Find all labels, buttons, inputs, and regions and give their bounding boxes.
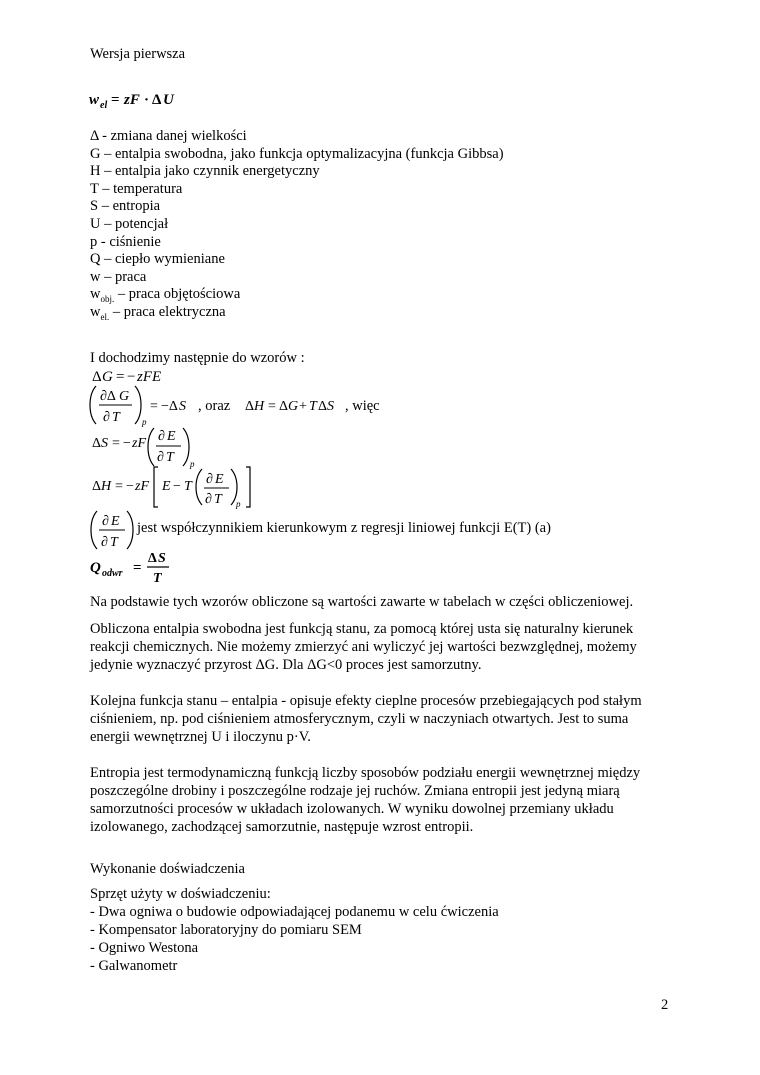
svg-text:zFE: zFE bbox=[137, 369, 162, 385]
equation-connector-wiec: , więc bbox=[345, 398, 380, 414]
svg-text:Δ: Δ bbox=[245, 399, 255, 414]
svg-text:∂: ∂ bbox=[103, 410, 110, 425]
svg-text:∂: ∂ bbox=[157, 450, 164, 465]
svg-text:p: p bbox=[236, 499, 241, 509]
version-heading: Wersja pierwsza bbox=[90, 46, 186, 62]
svg-text:w: w bbox=[89, 92, 100, 108]
definition-item: Q – ciepło wymieniane bbox=[90, 251, 225, 268]
equation-connector-oraz: , oraz bbox=[198, 398, 231, 414]
svg-text:Δ: Δ bbox=[148, 551, 157, 566]
svg-text:H: H bbox=[254, 399, 265, 414]
svg-text:∂: ∂ bbox=[102, 514, 109, 529]
main-formula-graphic bbox=[88, 89, 208, 111]
svg-text:T: T bbox=[214, 492, 222, 507]
svg-text:=: = bbox=[112, 436, 120, 451]
definition-item-wobj: $w_{obj.}$ – praca objętościowa bbox=[90, 286, 241, 305]
svg-text:∂: ∂ bbox=[101, 535, 108, 550]
svg-text:T: T bbox=[112, 410, 120, 425]
svg-text:=: = bbox=[111, 92, 120, 108]
regression-note: jest współczynnikiem kierunkowym z regresji liniowej funkcji E(T) (a) bbox=[137, 520, 551, 536]
svg-text:=: = bbox=[150, 399, 158, 414]
section-heading: Wykonanie doświadczenia bbox=[90, 861, 245, 877]
svg-text:∂: ∂ bbox=[206, 472, 213, 487]
equation-enthalpy bbox=[243, 395, 347, 420]
svg-text:T: T bbox=[309, 399, 317, 414]
equation-dg-dt-graphic bbox=[88, 383, 200, 427]
derivation-intro: I dochodzimy następnie do wzorów : bbox=[90, 350, 305, 366]
equipment-item: - Kompensator laboratoryjny do pomiaru SEM bbox=[90, 922, 362, 938]
svg-text:el: el bbox=[100, 100, 108, 111]
svg-text:=: = bbox=[115, 479, 123, 494]
svg-text:T: T bbox=[110, 535, 118, 550]
svg-text:Δ: Δ bbox=[152, 92, 162, 108]
paragraph-enthalpy bbox=[90, 692, 675, 746]
equipment-item: - Dwa ogniwa o budowie odpowiadającej podanemu w celu ćwiczenia bbox=[90, 904, 499, 920]
svg-text:=: = bbox=[133, 560, 142, 576]
svg-text:=: = bbox=[116, 369, 125, 385]
svg-text:Δ: Δ bbox=[279, 399, 289, 414]
svg-text:p: p bbox=[142, 417, 147, 427]
svg-text:p: p bbox=[190, 459, 195, 469]
svg-text:G: G bbox=[119, 389, 130, 404]
definition-item-wel: $w_{el.}$ – praca elektryczna bbox=[90, 303, 226, 322]
svg-text:∂Δ: ∂Δ bbox=[100, 389, 116, 404]
definition-item: S – entropia bbox=[90, 198, 161, 215]
svg-text:E: E bbox=[162, 479, 171, 494]
svg-text:∂: ∂ bbox=[158, 429, 165, 444]
svg-text:−: − bbox=[127, 369, 136, 385]
paragraph-line: samorzutności procesów w układach izolowanych. W wyniku dowolnej przemiany układu bbox=[90, 801, 614, 817]
equation-heat bbox=[89, 548, 179, 593]
svg-text:S: S bbox=[327, 399, 334, 414]
svg-text:+: + bbox=[299, 399, 307, 414]
svg-text:S: S bbox=[101, 436, 108, 451]
svg-text:T: T bbox=[166, 450, 174, 465]
svg-text:=: = bbox=[268, 399, 276, 414]
svg-text:zF: zF bbox=[132, 436, 146, 451]
paragraph-line: ciśnieniem, np. pod ciśnieniem atmosferycznym, czyli w naczyniach otwartych. Jest to suma bbox=[90, 711, 629, 727]
definition-item: w – praca bbox=[90, 268, 147, 285]
equation-de-dt-graphic bbox=[88, 508, 138, 552]
equipment-item: - Ogniwo Westona bbox=[90, 940, 199, 956]
definition-item: T – temperatura bbox=[90, 180, 183, 197]
paragraph-line: reakcji chemicznych. Nie możemy zmierzyć ani wyliczyć jej wartości bezwzględnej, możemy bbox=[90, 639, 637, 655]
definition-item: G – entalpia swobodna, jako funkcja optymalizacyjna (funkcja Gibbsa) bbox=[90, 145, 504, 162]
svg-text:G: G bbox=[288, 399, 299, 414]
svg-text:T: T bbox=[153, 571, 162, 586]
svg-text:T: T bbox=[184, 479, 192, 494]
equation-enthalpy-graphic bbox=[243, 395, 347, 415]
paragraph-line: jedynie wyznaczyć przyrost ΔG. Dla ΔG<0 proces jest samorzutny. bbox=[90, 657, 482, 673]
svg-text:−: − bbox=[126, 479, 134, 494]
svg-text:∂: ∂ bbox=[205, 492, 212, 507]
paragraph-line: Obliczona entalpia swobodna jest funkcją stanu, za pomocą której usta się naturalny kierunek bbox=[90, 621, 634, 637]
main-formula bbox=[88, 89, 208, 116]
svg-text:−: − bbox=[173, 479, 181, 494]
svg-text:Q: Q bbox=[90, 560, 101, 576]
svg-text:Δ: Δ bbox=[92, 369, 102, 385]
svg-text:S: S bbox=[158, 551, 166, 566]
definitions-list bbox=[90, 128, 504, 322]
equipment-intro: Sprzęt użyty w doświadczeniu: bbox=[90, 886, 271, 902]
svg-text:zF: zF bbox=[124, 92, 140, 108]
svg-text:odwr: odwr bbox=[102, 568, 123, 579]
svg-text:−: − bbox=[123, 436, 131, 451]
equation-heat-graphic bbox=[89, 548, 179, 588]
definition-item: H – entalpia jako czynnik energetyczny bbox=[90, 163, 320, 180]
svg-text:E: E bbox=[111, 514, 120, 529]
equipment-list bbox=[90, 885, 499, 975]
definition-item: p - ciśnienie bbox=[90, 233, 161, 250]
definition-item: Δ - zmiana danej wielkości bbox=[90, 128, 247, 144]
svg-text:S: S bbox=[179, 399, 186, 414]
svg-text:H: H bbox=[101, 479, 112, 494]
svg-text:U: U bbox=[163, 92, 174, 108]
svg-text:−Δ: −Δ bbox=[161, 399, 178, 414]
svg-text:·: · bbox=[144, 92, 150, 108]
equipment-item: - Galwanometr bbox=[90, 958, 178, 974]
paragraph-entropy bbox=[90, 764, 675, 836]
svg-text:Δ: Δ bbox=[92, 479, 102, 494]
paragraph-line: energii wewnętrznej U i iloczynu p·V. bbox=[90, 729, 311, 745]
equation-enthalpy-full-graphic bbox=[90, 464, 260, 510]
svg-text:zF: zF bbox=[135, 479, 149, 494]
paragraph-line: poszczególne drobiny i poszczególne rodzaje jej ruchów. Zmiana entropii jest jedyną miarą bbox=[90, 783, 620, 799]
page-number: 2 bbox=[661, 997, 669, 1013]
svg-text:E: E bbox=[167, 429, 176, 444]
svg-text:E: E bbox=[215, 472, 224, 487]
paragraph-line: Entropia jest termodynamiczną funkcją liczby sposobów podziału energii wewnętrznej między bbox=[90, 765, 641, 781]
paragraph-line: Kolejna funkcja stanu – entalpia - opisuje efekty cieplne procesów przebiegających pod stałym bbox=[90, 693, 642, 709]
paragraph-calculations: Na podstawie tych wzorów obliczone są wartości zawarte w tabelach w części obliczeniowej. bbox=[90, 594, 634, 610]
svg-text:Δ: Δ bbox=[318, 399, 328, 414]
svg-text:G: G bbox=[102, 369, 113, 385]
definition-item: U – potencjał bbox=[90, 215, 169, 232]
paragraph-line: izolowanego, zachodzącej samorzutnie, następuje wzrost entropii. bbox=[90, 819, 474, 835]
paragraph-gibbs bbox=[90, 620, 675, 674]
svg-text:Δ: Δ bbox=[92, 436, 102, 451]
